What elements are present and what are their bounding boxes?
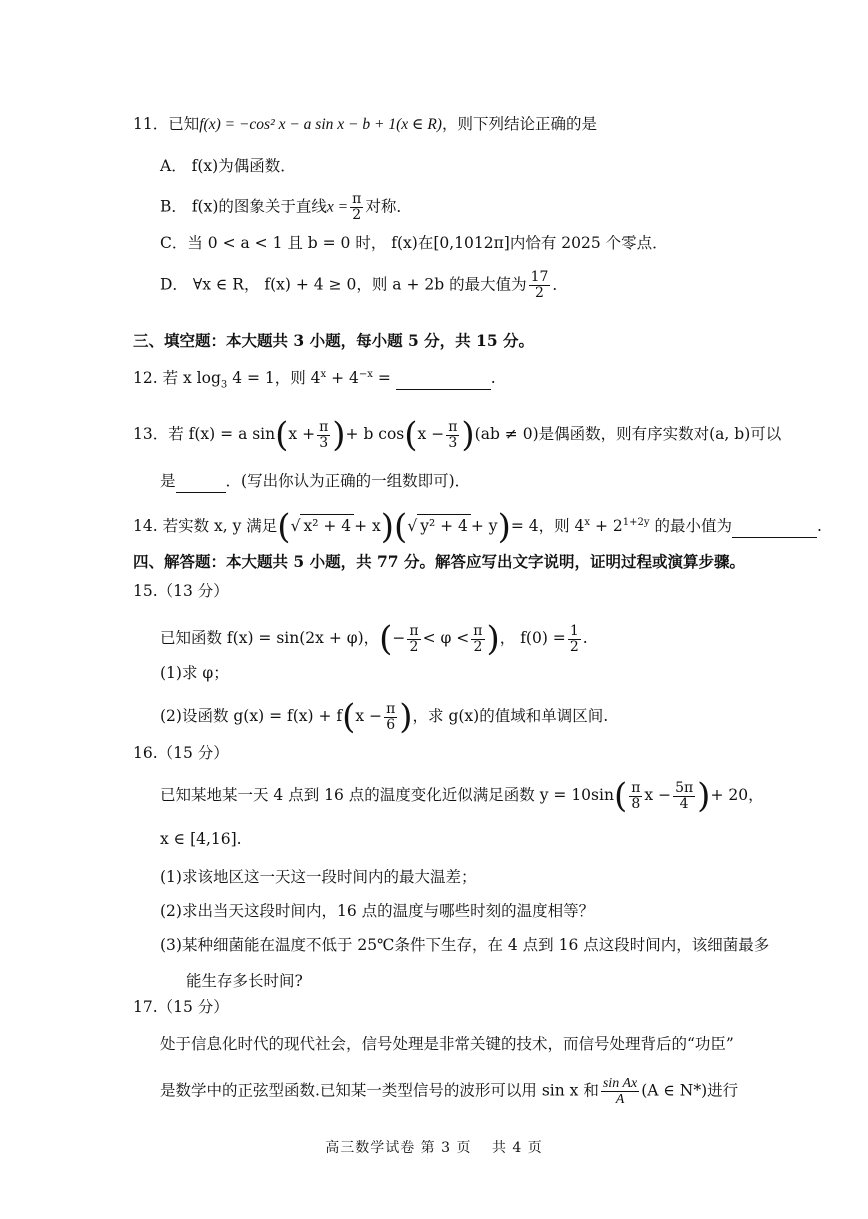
q11-option-b: B． f(x)的图象关于直线x = $\frac{\pi}{2}$ 对称． [160,191,412,223]
q11-option-c: C．当 0 < a < 1 且 b = 0 时， f(x)在[0,1012π]内恰有 2025 个零点． [160,234,668,252]
q16-part1: (1)求该地区这一天这一段时间内的最大温差； [160,868,477,886]
q14: 14. 若实数 x, y 满足(√ x² + 4 + x)(√ y² + 4 + y)= 4，则 $4^x + 2^{1+2y}$ 的最小值为 . [133,507,822,547]
q11-option-a: A． f(x)为偶函数． [160,157,296,175]
q15-part1: (1)求 φ； [160,664,229,682]
q11-stem: 11．已知f(x) = −cos² x − a sin x − b + 1(x ∈ R)，则下列结论正确的是 [133,115,597,133]
section-3-heading: 三、填空题：本大题共 3 小题，每小题 5 分，共 15 分。 [133,331,535,350]
q12-answer-blank[interactable] [396,367,491,390]
q15-line1: 已知函数 f(x) = sin(2x + φ)，(− $\frac{\pi}{2}$ < φ < $\frac{\pi}{2}$ )， f(0) = $\frac{1}{2}$ . [160,619,588,659]
q17-title: 17.（15 分） [133,998,229,1016]
q16-line2: x ∈ [4,16]. [160,830,242,848]
q14-answer-blank[interactable] [732,515,817,538]
q15-part2: (2)设函数 g(x) = f(x) + f(x − $\frac{\pi}{6}$ )，求 g(x)的值域和单调区间. [160,697,609,737]
section-4-heading: 四、解答题：本大题共 5 小题，共 77 分。解答应写出文字说明，证明过程或演算步骤。 [133,552,745,571]
q16-part2: (2)求出当天这段时间内，16 点的温度与哪些时刻的温度相等？ [160,902,595,920]
q17-line1: 处于信息化时代的现代社会，信号处理是非常关键的技术，而信号处理背后的“功臣” [160,1035,734,1053]
q17-line2: 是数学中的正弦型函数.已知某一类型信号的波形可以用 sin x 和 $\frac{\text{sin Ax}}{A}$ (A ∈ N*)进行 [160,1076,739,1107]
q16-line1: 已知某地某一天 4 点到 16 点的温度变化近似满足函数 y = 10sin( $\frac{\pi}{8}$ x − $\frac{5\pi}{4}$ )+ 20， [160,776,764,816]
q13-line1: 13．若 f(x) = a sin(x + $\frac{\pi}{3}$ )+ b cos(x − $\frac{\pi}{3}$ )(ab ≠ 0)是偶函数，则有序实数对(a, b)可以 [133,415,782,455]
q16-part3-cont: 能生存多长时间? [186,972,303,990]
q13-line2: 是 ．(写出你认为正确的一组数即可)． [160,470,470,493]
q16-part3: (3)某种细菌能在温度不低于 25℃条件下生存，在 4 点到 16 点这段时间内，该细菌最多 [160,936,770,954]
q13-answer-blank[interactable] [176,470,226,493]
q15-title: 15.（13 分） [133,582,229,600]
q12: 12. 若 x $\log_3 4 = 1$，则 $4^x + 4^{-x}$ = . [133,369,496,391]
page-footer: 高三数学试卷 第 3 页 共 4 页 [325,1140,543,1156]
q11-option-d: D． ∀x ∈ R， f(x) + 4 ≥ 0，则 a + 2b 的最大值为 $\frac{17}{2}$ ． [160,269,568,301]
q16-title: 16.（15 分） [133,744,229,762]
